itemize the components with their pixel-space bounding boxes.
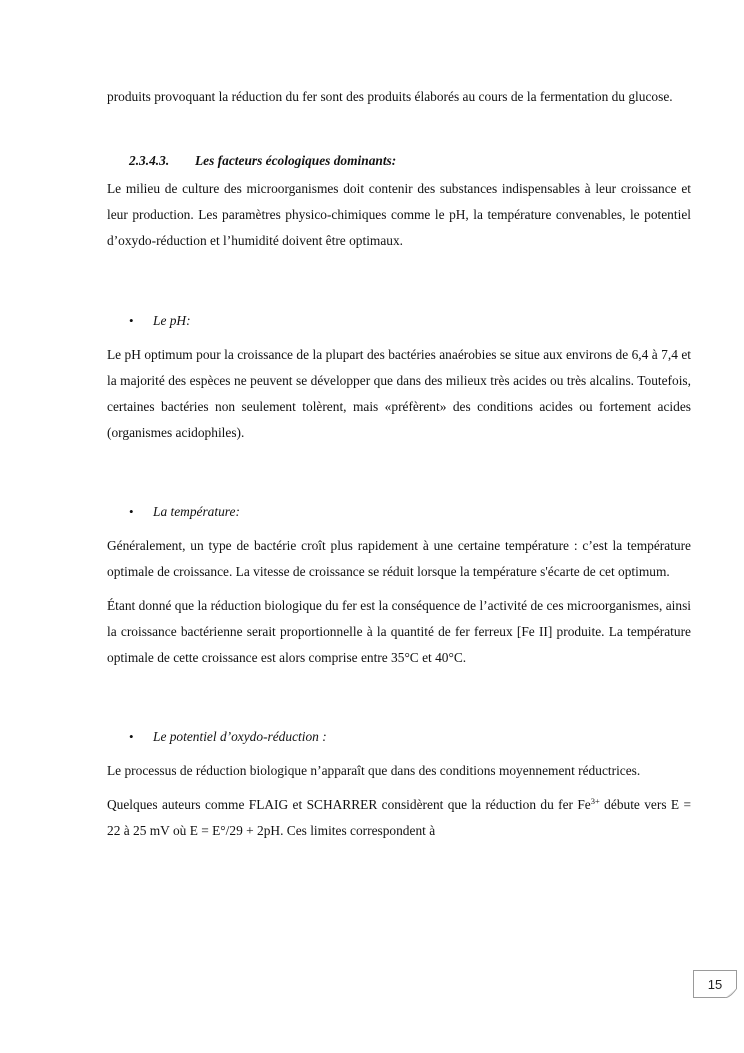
bullet-icon: • [129,313,134,328]
redox-text-before: Quelques auteurs comme FLAIG et SCHARRER considèrent que la réduction du fer Fe [107,797,591,812]
page-number-box [693,970,737,998]
section-number: 2.3.4.3. [129,153,170,168]
page-curl-icon [725,988,737,998]
redox-text-after: débute vers E = 22 à 25 mV où E = E°/29 + 2pH. Ces limites correspondent à [107,797,692,838]
bullet-temperature [107,499,691,525]
bullet-icon: • [129,729,134,744]
section-paragraph: Le milieu de culture des microorganismes doit contenir des substances indispensables à leur croissance et leur production. Les paramètres physico-chimiques comme le pH, la température convenables, le potentiel d’oxydo-réduction et l’humidité doivent être optimaux. [107,181,691,248]
section-title: Les facteurs écologiques dominants: [195,153,397,168]
intro-paragraph: produits provoquant la réduction du fer sont des produits élaborés au cours de la fermentation du glucose. [107,89,673,104]
bullet-icon: • [129,504,134,519]
redox-paragraph-2 [107,792,691,844]
superscript-charge: 3+ [590,796,600,806]
page-number: 15 [707,976,723,992]
redox-paragraph-1: Le processus de réduction biologique n’apparaît que dans des conditions moyennement réductrices. [107,763,641,778]
bullet-redox [107,724,691,750]
bullet-ph-label: Le pH: [153,313,191,328]
temperature-paragraph-1: Généralement, un type de bactérie croît plus rapidement à une certaine température : c’est la température optimale de croissance. La vitesse de croissance se réduit lorsque la température s'écarte de cet optimum. [107,538,691,579]
section-heading [107,148,691,174]
temperature-paragraph-2: Étant donné que la réduction biologique du fer est la conséquence de l’activité de ces microorganismes, ainsi la croissance bactérienne serait proportionnelle à la quantité de fer ferreux [Fe II] produite. La température optimale de cette croissance est alors comprise entre 35°C et 40°C. [107,598,691,665]
bullet-redox-label: Le potentiel d’oxydo-réduction : [153,729,327,744]
bullet-ph [107,308,691,334]
document-page [107,84,691,844]
ph-paragraph: Le pH optimum pour la croissance de la plupart des bactéries anaérobies se situe aux environs de 6,4 à 7,4 et la majorité des espèces ne peuvent se développer que dans des milieux très acides ou très alcalins. Toutefois, certaines bactéries non seulement tolèrent, mais «préfèrent» des conditions acides ou fortement acides (organismes acidophiles). [107,347,691,440]
bullet-temperature-label: La température: [153,504,240,519]
